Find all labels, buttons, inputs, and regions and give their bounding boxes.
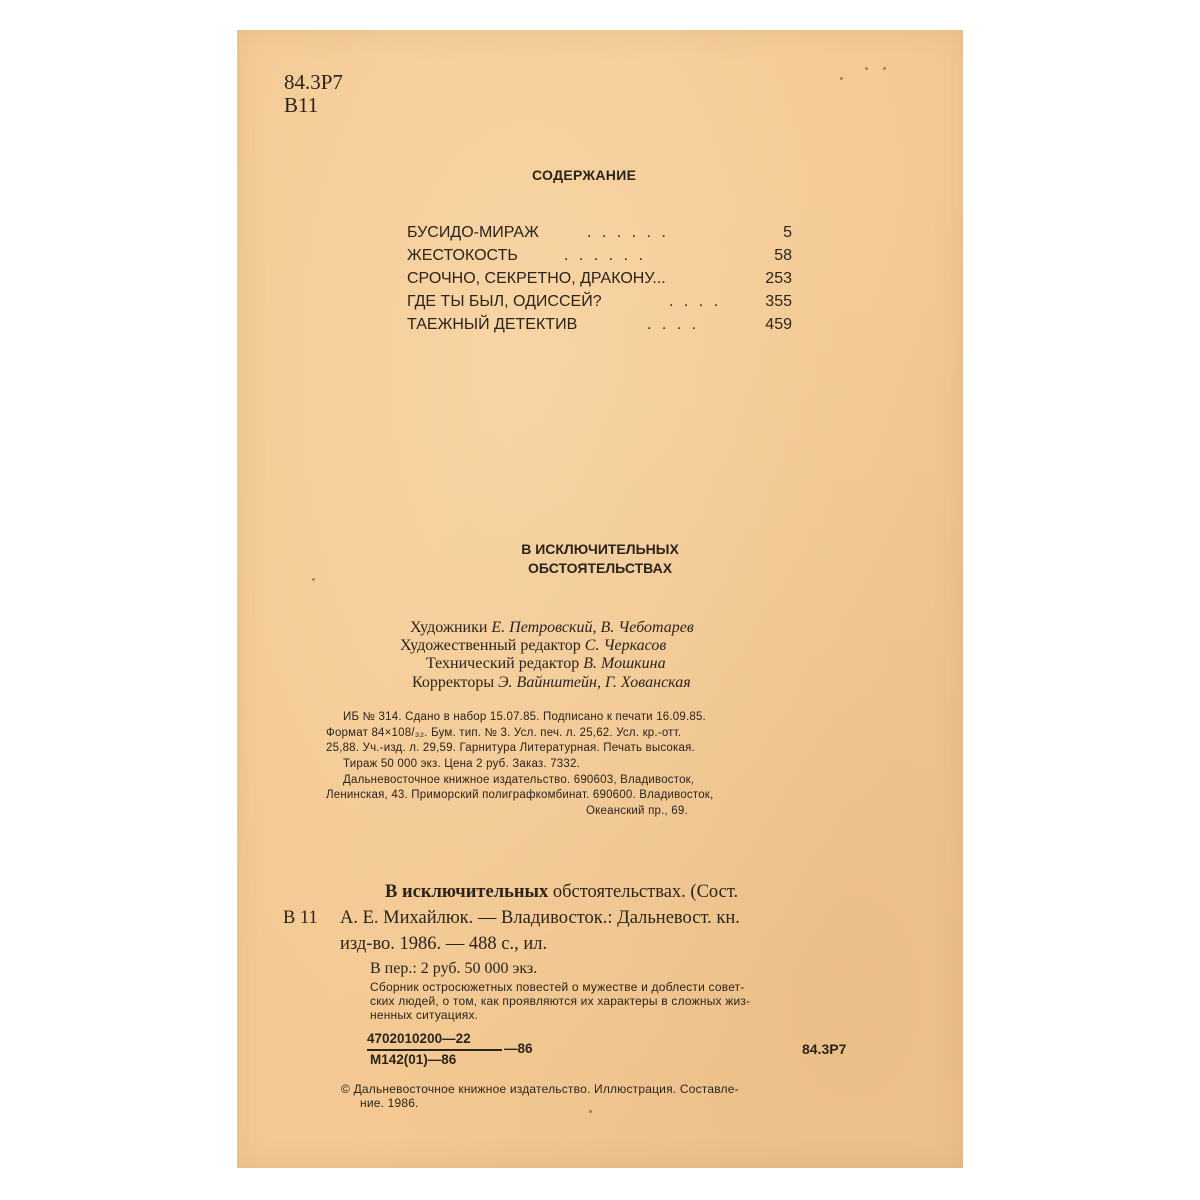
bibliography-code: В 11 (283, 908, 318, 928)
credit-line (412, 674, 691, 692)
book-page (237, 30, 963, 1168)
book-title-line1: В ИСКЛЮЧИТЕЛЬНЫХ (521, 541, 679, 557)
credit-names: Е. Петровский, В. Чеботарев (491, 619, 694, 636)
toc-entry (407, 224, 792, 248)
toc-entry-title: ГДЕ ТЫ БЫЛ, ОДИССЕЙ? (407, 293, 602, 310)
paper-speck (589, 1110, 592, 1113)
fraction-line (367, 1049, 502, 1051)
annotation-line: ских людей, о том, как проявляются их характеры в сложных жиз- (370, 994, 751, 1008)
credit-names: В. Мошкина (583, 655, 666, 672)
imprint-line: 25,88. Уч.-изд. л. 29,59. Гарнитура Литературная. Печать высокая. (326, 742, 695, 754)
credit-role: Художественный редактор (400, 637, 581, 654)
toc-entry-title: БУСИДО-МИРАЖ (407, 224, 539, 241)
index-code-class: 84.3Р7 (802, 1041, 847, 1057)
annotation-line: Сборник остросюжетных повестей о мужестве и доблести совет- (370, 980, 745, 994)
toc-entry-title: ЖЕСТОКОСТЬ (407, 247, 518, 264)
imprint-line: Тираж 50 000 экз. Цена 2 руб. Заказ. 7332. (343, 758, 580, 770)
contents-heading: СОДЕРЖАНИЕ (532, 167, 637, 183)
book-title-line2: ОБСТОЯТЕЛЬСТВАХ (527, 560, 673, 576)
toc-entry-title: ТАЕЖНЫЙ ДЕТЕКТИВ (407, 316, 578, 333)
classification-code-secondary: В11 (284, 93, 319, 117)
toc-entry-dots: . . . . . . (564, 247, 646, 264)
annotation-line: ненных ситуациях. (370, 1008, 479, 1022)
credit-names: С. Черкасов (584, 637, 667, 654)
index-code-suffix: —86 (504, 1041, 533, 1056)
publisher-line: Ленинская, 43. Приморский полиграфкомбинат. 690600. Владивосток, (326, 789, 714, 801)
publisher-line: Океанский пр., 69. (586, 805, 688, 817)
toc-entry (407, 247, 792, 271)
credit-role: Технический редактор (426, 655, 580, 672)
toc-entry-page: 459 (765, 316, 792, 333)
paper-speck (840, 77, 843, 80)
toc-entry-page: 5 (783, 224, 792, 241)
copyright-line: ние. 1986. (360, 1096, 419, 1110)
bibliography-line1 (385, 882, 738, 903)
credit-line (410, 619, 694, 637)
copyright-line: © Дальневосточное книжное издательство. Иллюстрация. Составле- (341, 1082, 739, 1096)
credit-line (426, 655, 666, 673)
credit-role: Корректоры (412, 674, 495, 691)
toc-entry-page: 58 (774, 247, 792, 264)
index-code-numerator: 4702010200—22 (367, 1031, 471, 1046)
toc-entry-page: 355 (765, 293, 792, 310)
classification-code: 84.3Р7 (284, 70, 343, 94)
paper-speck (865, 67, 868, 70)
credit-line (400, 637, 666, 655)
bibliography-title: В исключительных (385, 882, 549, 902)
bibliography-title-rest: обстоятельствах. (Сост. (552, 882, 739, 902)
paper-speck (312, 578, 315, 581)
bibliography-line3: изд-во. 1986. — 488 с., ил. (340, 934, 548, 954)
toc-entry-page: 253 (765, 270, 792, 287)
imprint-line: Формат 84×108/₃₂. Бум. тип. № 3. Усл. печ. л. 25,62. Усл. кр.-отт. (326, 727, 682, 739)
index-code-denominator: М142(01)—86 (370, 1052, 457, 1067)
toc-entry (407, 316, 792, 340)
bibliography-price: В пер.: 2 руб. 50 000 экз. (370, 960, 538, 977)
publisher-line: Дальневосточное книжное издательство. 690603, Владивосток, (343, 774, 695, 786)
credit-names: Э. Вайнштейн, Г. Хованская (498, 674, 691, 691)
paper-speck (883, 67, 886, 70)
toc-entry (407, 270, 792, 294)
toc-entry-dots: . . . . . . (587, 224, 669, 241)
toc-entry-title: СРОЧНО, СЕКРЕТНО, ДРАКОНУ... (407, 270, 666, 287)
bibliography-line2: А. Е. Михайлюк. — Владивосток.: Дальневост. кн. (340, 908, 740, 928)
toc-entry (407, 293, 792, 317)
credit-role: Художники (410, 619, 488, 636)
imprint-line: ИБ № 314. Сдано в набор 15.07.85. Подписано к печати 16.09.85. (343, 711, 706, 723)
toc-entry-dots: . . . . (647, 316, 700, 333)
toc-entry-dots: . . . . (669, 293, 722, 310)
